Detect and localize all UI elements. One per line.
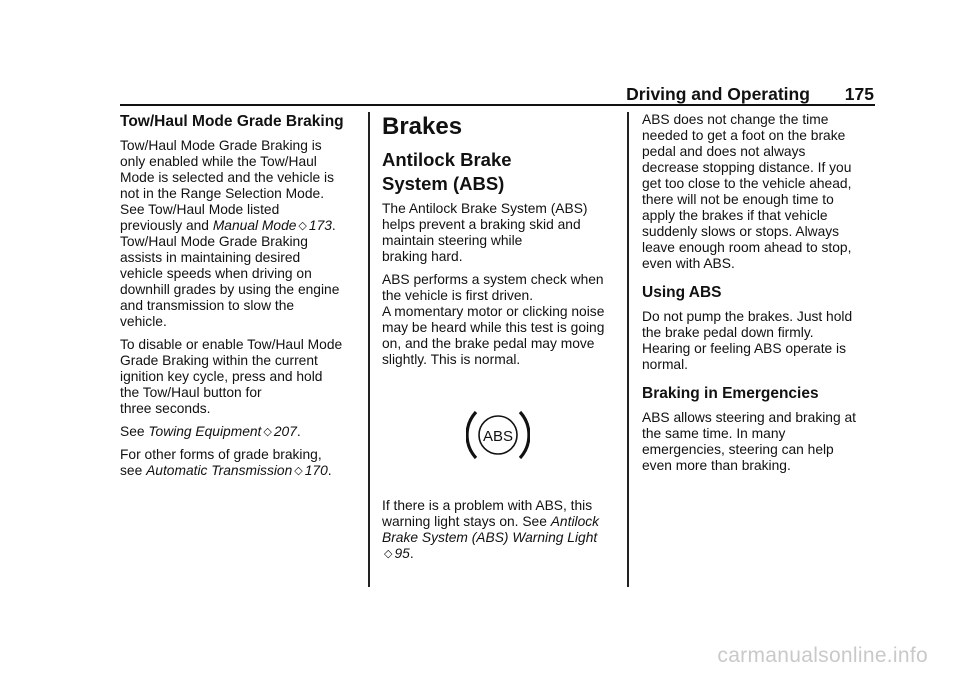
ref-prefix: See [120,424,149,439]
paragraph-abs-check [382,272,620,368]
heading-line: Antilock Brake [382,149,512,170]
text-line [120,463,360,479]
text-line: Mode is selected and the vehicle is [120,170,334,185]
text-line: Tow/Haul Mode Grade Braking is [120,138,322,153]
text-line: If there is a problem with ABS, this [382,498,593,513]
section-title: Driving and Operating [626,84,810,104]
column-divider [368,112,370,587]
page-ref-arrow-icon: ◇ [263,426,272,438]
page-ref-arrow-icon: ◇ [384,548,393,560]
page-number: 175 [844,84,874,104]
text-line: only enabled while the Tow/Haul [120,154,317,169]
text-line: To disable or enable Tow/Haul Mode [120,337,343,352]
paragraph-abs-intro [382,201,620,265]
abs-icon-label: ABS [482,428,514,445]
text-line: A momentary motor or clicking noise [382,304,605,319]
text-line: decrease stopping distance. If you [642,160,852,175]
text-line: assists in maintaining desired [120,250,301,265]
abs-warning-light-page-link[interactable]: 95 [394,546,410,561]
abs-left-bracket [467,412,476,458]
text-line: ignition key cycle, press and hold [120,369,323,384]
paragraph-other-forms [120,447,360,479]
text-line: even more than braking. [642,458,791,473]
page-ref-arrow-icon: ◇ [298,220,307,232]
text-line: downhill grades by using the engine [120,282,340,297]
header-rule [120,104,875,106]
text-line: slightly. This is normal. [382,352,521,367]
ref-suffix: . [296,424,301,439]
heading-antilock-brake-system [382,148,620,196]
text-line: Do not pump the brakes. Just hold [642,309,853,324]
heading-using-abs: Using ABS [642,284,722,301]
ref-prefix: previously and [120,218,213,233]
heading-braking-in-emergencies: Braking in Emergencies [642,385,819,402]
automatic-transmission-page-link[interactable]: 170 [304,463,328,478]
text-line: See Tow/Haul Mode listed [120,202,280,217]
text-line: there will not be enough time to [642,192,834,207]
ref-suffix: . [327,463,332,478]
text-line: Grade Braking within the current [120,353,318,368]
column-divider [627,112,629,587]
text-line: maintain steering while [382,233,523,248]
page-ref-arrow-icon: ◇ [294,465,303,477]
text-line: the same time. In many [642,426,786,441]
text-line: and transmission to slow the [120,298,295,313]
manual-mode-link[interactable]: Manual Mode [212,218,297,233]
text-line: ABS performs a system check when [382,272,604,287]
watermark: carmanualsonline.info [717,644,928,667]
abs-right-bracket [520,412,529,458]
column-2 [382,112,620,569]
column-3 [642,112,882,481]
text-line: Tow/Haul Mode Grade Braking [120,234,308,249]
column-1 [120,112,360,486]
text-line: ABS allows steering and braking at [642,410,856,425]
text-line [382,546,620,562]
manual-mode-page-link[interactable]: 173 [308,218,332,233]
text-line: braking hard. [382,249,463,264]
text-line: pedal and does not always [642,144,806,159]
paragraph-emergencies [642,410,882,474]
page-header [626,84,874,105]
paragraph-using-abs [642,309,882,373]
text-line: normal. [642,357,689,372]
abs-warning-light-link[interactable]: Antilock [550,514,600,529]
text-line [120,218,360,234]
text-line: leave enough room ahead to stop, [642,240,852,255]
text-line: the Tow/Haul button for [120,385,262,400]
text-line: helps prevent a braking skid and [382,217,581,232]
text-line: the vehicle is first driven. [382,288,534,303]
paragraph-abs-stopping [642,112,882,272]
text-line: apply the brakes if that vehicle [642,208,828,223]
text-line: emergencies, steering can help [642,442,834,457]
text-line: The Antilock Brake System (ABS) [382,201,588,216]
text-line: suddenly slows or stops. Always [642,224,840,239]
text-line: the brake pedal down firmly. [642,325,814,340]
text-line [120,424,360,440]
text-line: on, and the brake pedal may move [382,336,595,351]
abs-warning-light-link-cont[interactable]: Brake System (ABS) Warning Light [382,530,598,545]
paragraph-tow-haul-intro [120,138,360,330]
paragraph-abs-problem [382,498,620,562]
heading-tow-haul-grade-braking: Tow/Haul Mode Grade Braking [120,113,344,130]
ref-prefix: see [120,463,147,478]
paragraph-disable-enable [120,337,360,417]
towing-equipment-link[interactable]: Towing Equipment [148,424,262,439]
abs-warning-light-icon [466,408,530,462]
text-line: Hearing or feeling ABS operate is [642,341,847,356]
text-line: vehicle. [120,314,167,329]
towing-equipment-page-link[interactable]: 207 [273,424,297,439]
paragraph-see-towing [120,424,360,440]
heading-line: System (ABS) [382,173,505,194]
ref-suffix: . [331,218,336,233]
text-line: get too close to the vehicle ahead, [642,176,852,191]
text-line: even with ABS. [642,256,735,271]
text-line: may be heard while this test is going [382,320,605,335]
automatic-transmission-link[interactable]: Automatic Transmission [146,463,293,478]
text-line [382,514,620,530]
text-line: ABS does not change the time [642,112,829,127]
text-line: For other forms of grade braking, [120,447,322,462]
heading-brakes: Brakes [382,113,463,140]
ref-suffix: . [409,546,414,561]
ref-prefix: warning light stays on. See [382,514,551,529]
text-line: vehicle speeds when driving on [120,266,312,281]
text-line: three seconds. [120,401,211,416]
text-line: needed to get a foot on the brake [642,128,846,143]
text-line: not in the Range Selection Mode. [120,186,325,201]
